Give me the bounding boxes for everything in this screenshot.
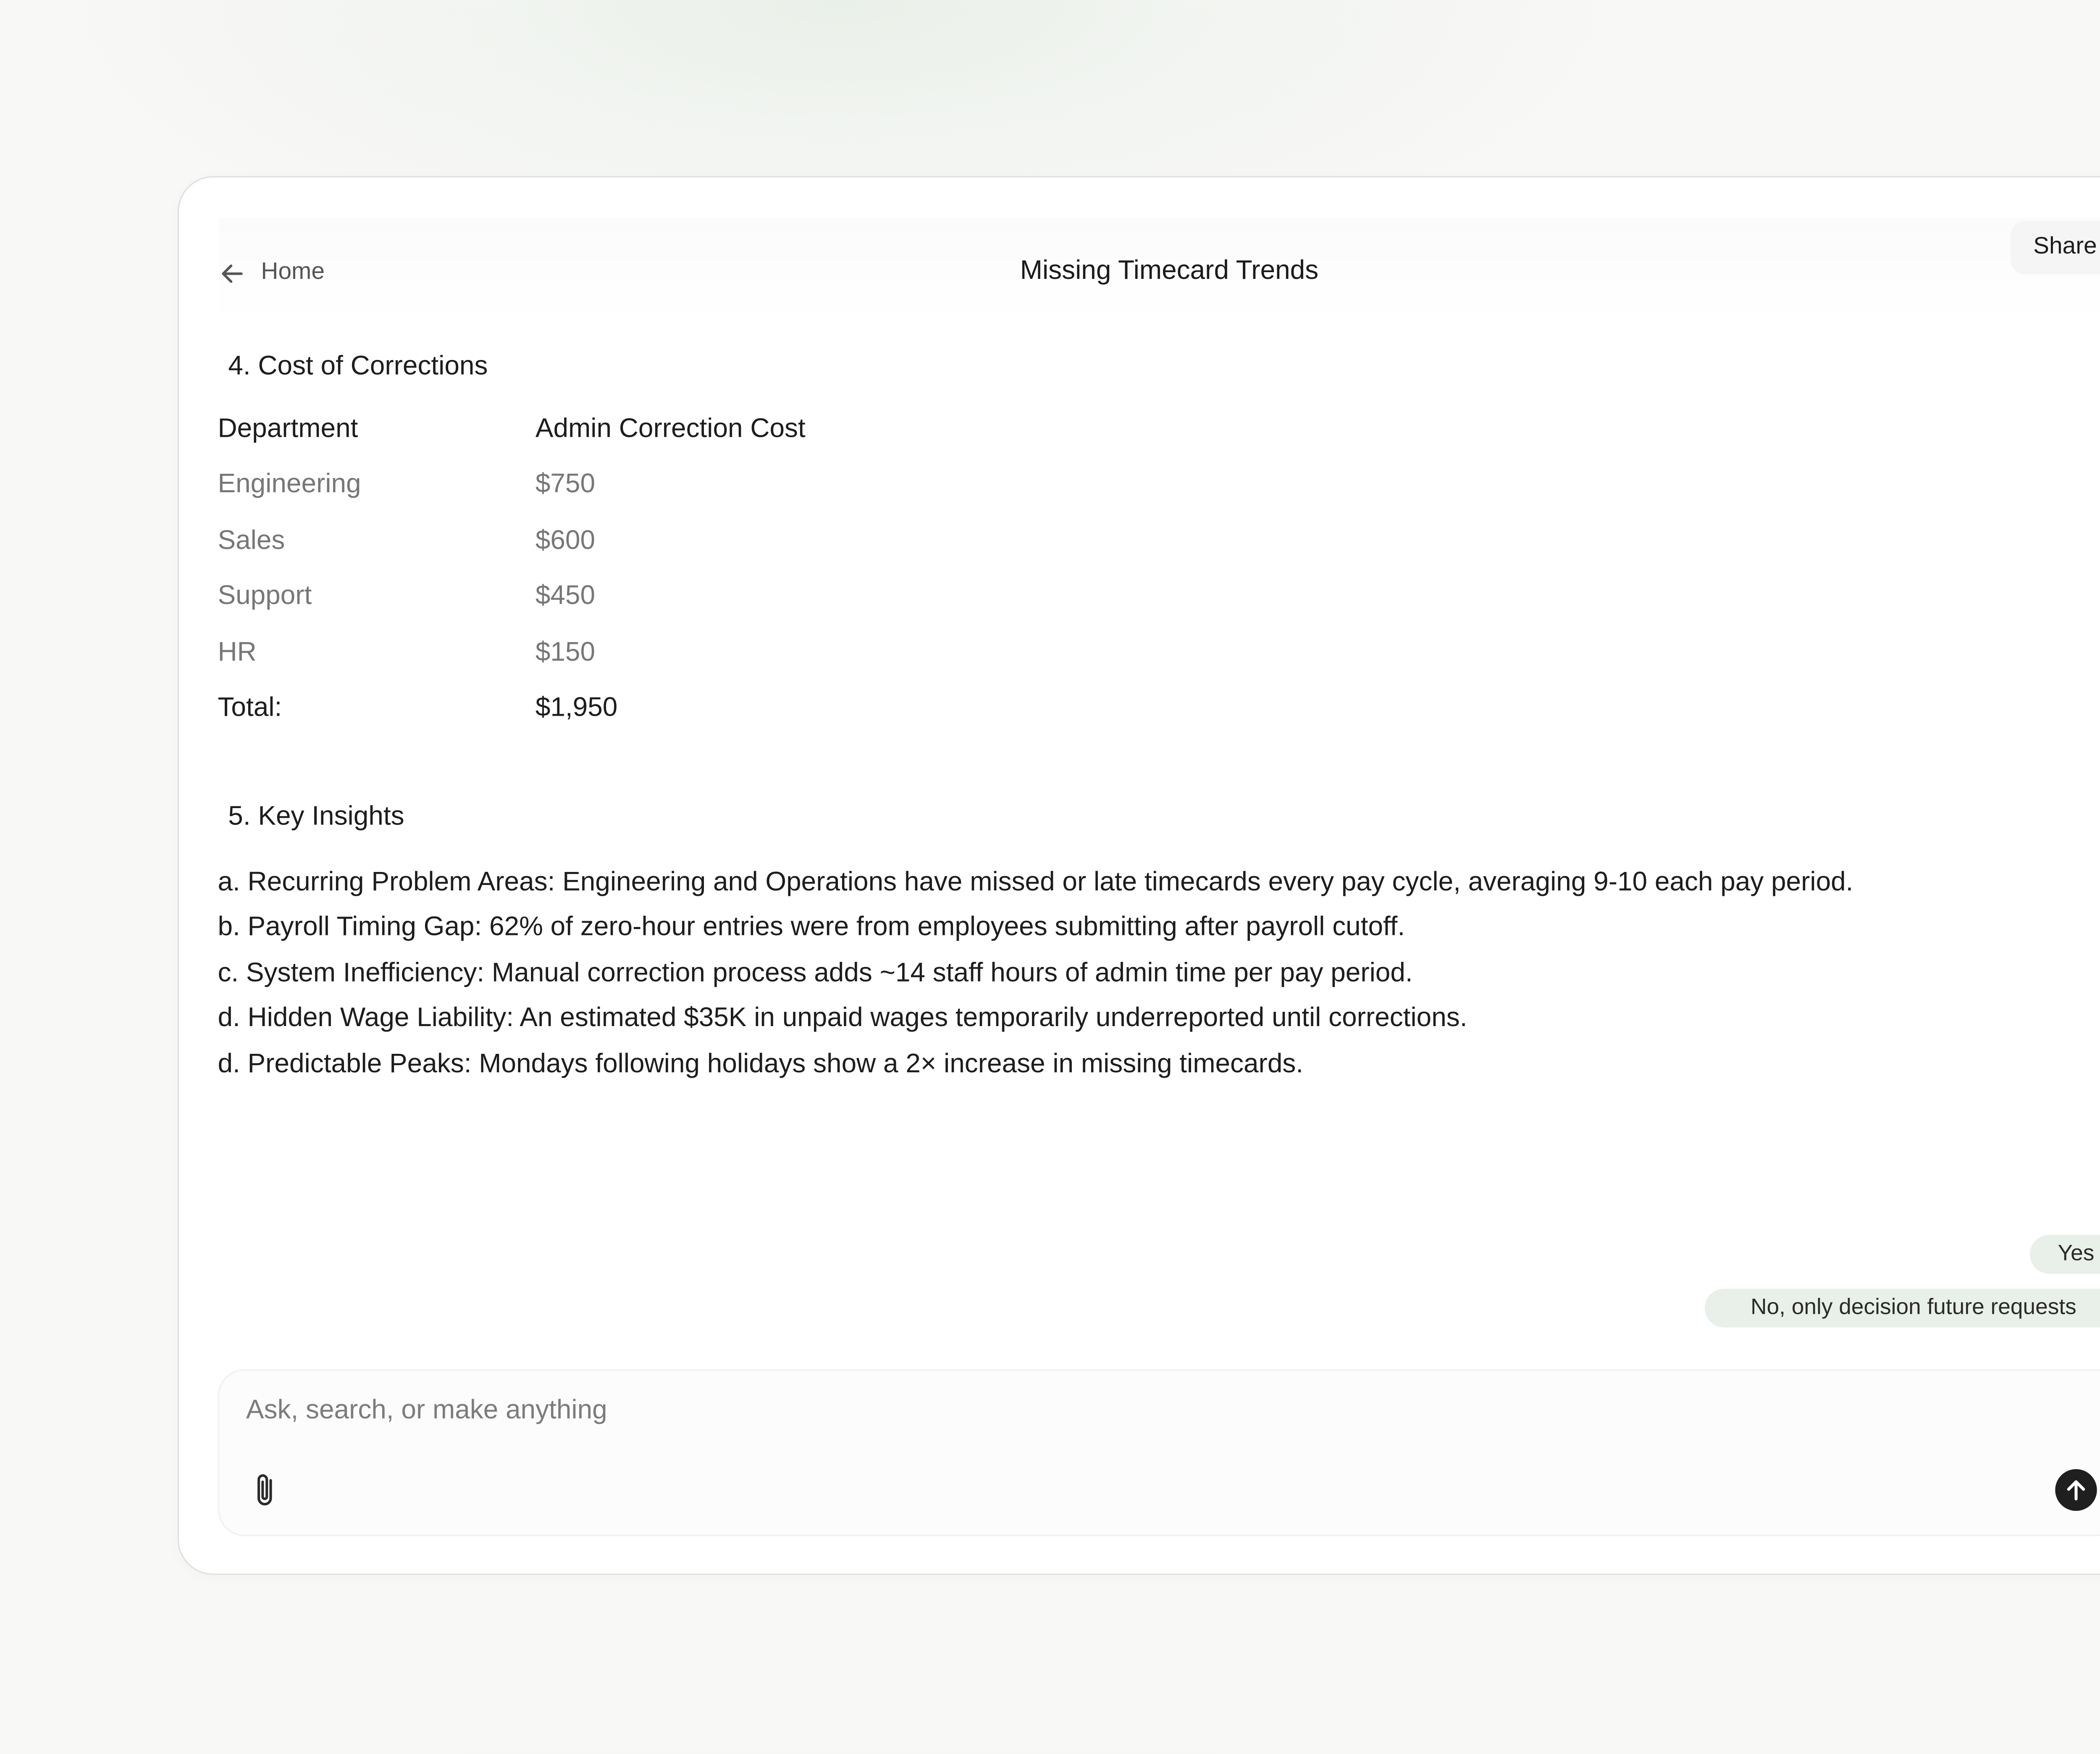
home-link-label: Home <box>261 259 325 285</box>
share-button[interactable]: Share <box>2011 221 2100 275</box>
page-title: Missing Timecard Trends <box>1020 255 1319 285</box>
suggestion-no-chip[interactable]: No, only decision future requests <box>1705 1289 2100 1327</box>
insight-item: d. Hidden Wage Liability: An estimated $35K in unpaid wages temporarily underreported until corrections. <box>218 1003 1467 1033</box>
insight-item: c. System Inefficiency: Manual correction process adds ~14 staff hours of admin time per pay period. <box>218 957 1413 987</box>
paperclip-icon[interactable] <box>251 1470 281 1509</box>
department-cell: Engineering <box>218 469 361 499</box>
total-label: Total: <box>218 692 282 722</box>
insight-item: d. Predictable Peaks: Mondays following holidays show a 2× increase in missing timecards. <box>218 1048 1304 1078</box>
total-value: $1,950 <box>535 692 618 722</box>
send-button[interactable] <box>2055 1469 2097 1511</box>
insights-section-heading: 5. Key Insights <box>228 801 404 831</box>
cost-cell: $150 <box>535 636 596 666</box>
column-header-cost: Admin Correction Cost <box>535 413 806 443</box>
column-header-department: Department <box>218 413 358 443</box>
cost-section-heading: 4. Cost of Corrections <box>228 350 488 381</box>
insight-item: a. Recurring Problem Areas: Engineering and Operations have missed or late timecards every pay cycle, averaging 9-10 each pay period. <box>218 866 1853 897</box>
department-cell: Sales <box>218 525 285 555</box>
cost-cell: $750 <box>535 469 596 499</box>
composer <box>218 1369 2100 1536</box>
cost-cell: $600 <box>535 525 596 555</box>
prompt-input[interactable] <box>246 1394 2006 1426</box>
panel-header <box>219 218 2100 322</box>
arrow-up-icon <box>2064 1478 2088 1502</box>
suggestion-yes-chip[interactable]: Yes <box>2030 1235 2100 1273</box>
insights-list <box>218 859 2097 1086</box>
insight-item: b. Payroll Timing Gap: 62% of zero-hour entries were from employees submitting after payroll cutoff. <box>218 912 1405 942</box>
department-cell: Support <box>218 580 312 610</box>
cost-cell: $450 <box>535 580 596 610</box>
department-cell: HR <box>218 636 257 666</box>
